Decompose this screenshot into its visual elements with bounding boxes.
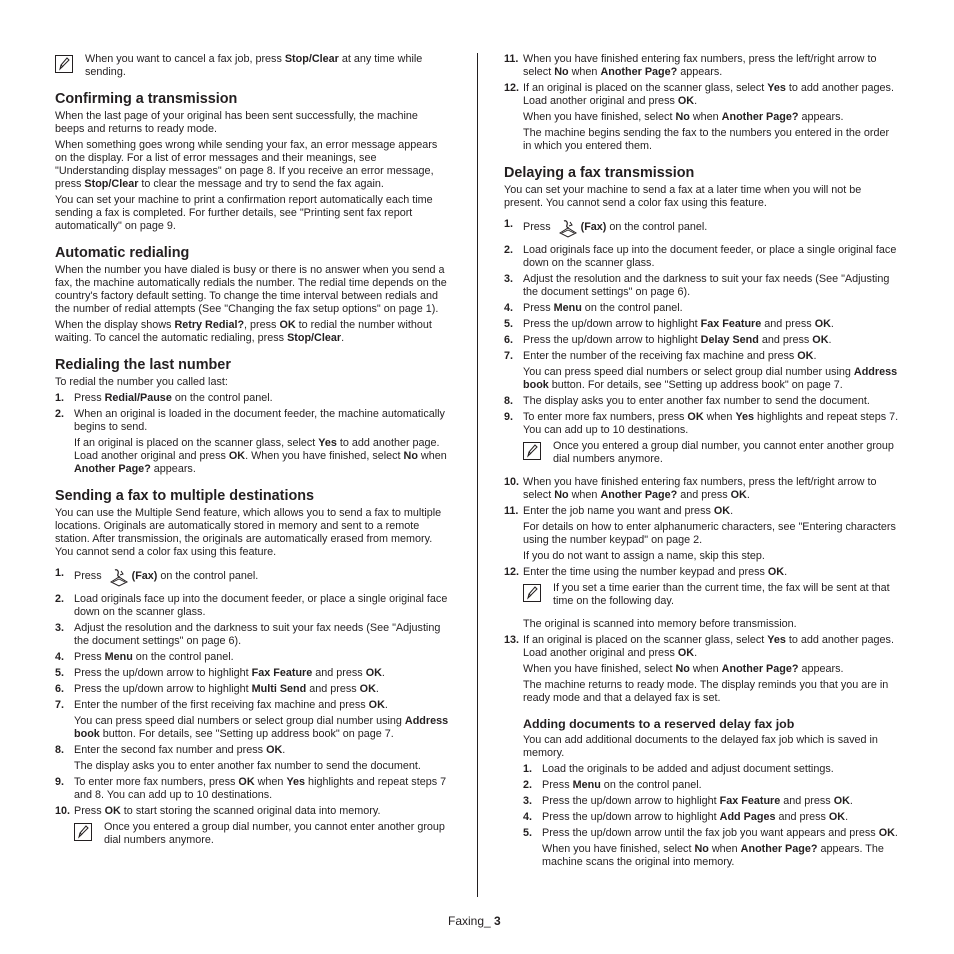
step-subtext: The machine returns to ready mode. The display reminds you that you are in ready mode and that a delayed fax is set. <box>523 679 889 704</box>
delay-step-1-bold: (Fax) <box>580 221 607 233</box>
step-item <box>504 566 899 579</box>
step-1-bold: (Fax) <box>131 570 158 582</box>
note-multi-send <box>74 821 450 847</box>
fax-icon <box>108 567 130 587</box>
step-subtext: When you have finished, select No when Another Page? appears. The machine scans the original into memory. <box>542 843 884 868</box>
step-item <box>504 476 899 502</box>
paragraph: When the display shows Retry Redial?, press OK to redial the number without waiting. To cancel the automatic redialing, press Stop/Clear. <box>55 319 432 344</box>
step-text: Press the up/down arrow to highlight Add Pages and press OK. <box>542 811 849 823</box>
step-number: 10. <box>504 476 520 488</box>
step-number: 5. <box>55 667 65 679</box>
step-number: 4. <box>504 302 514 314</box>
cancel-note-text: When you want to cancel a fax job, press Stop/Clear at any time while sending. <box>85 53 423 78</box>
step-text: Press the up/down arrow to highlight Fax Feature and press OK. <box>542 795 853 807</box>
step-text: Adjust the resolution and the darkness to suit your fax needs (See "Adjusting the document settings" on page 6). <box>523 273 890 298</box>
step-number: 6. <box>504 334 514 346</box>
delay-steps-b <box>504 476 899 579</box>
step-number: 12. <box>504 82 520 94</box>
delay-step-1-suffix: on the control panel. <box>606 221 708 233</box>
step-text: Press Menu on the control panel. <box>523 302 683 314</box>
step-text: The display asks you to enter another fax number to send the document. <box>523 395 870 407</box>
delay-note-a-text: Once you entered a group dial number, you cannot enter another group dial numbers anymore. <box>553 440 894 465</box>
step-subtext: The display asks you to enter another fax number to send the document. <box>74 760 421 772</box>
step-item <box>55 699 450 741</box>
note-icon <box>523 584 541 602</box>
step-item <box>55 593 450 619</box>
paragraph: You can set your machine to print a confirmation report automatically each time sending a fax is completed. For further details, see "Printing sent fax report automatically" on page 9. <box>55 194 433 232</box>
delay-intro: You can set your machine to send a fax at a later time when you will not be present. You cannot send a color fax using this feature. <box>504 184 862 209</box>
delay-note-b-text: If you set a time earier than the current time, the fax will be sent at that time on the following day. <box>553 582 890 607</box>
step-number: 2. <box>504 244 514 256</box>
step-item <box>55 408 450 476</box>
step-text: When you have finished entering fax numbers, press the left/right arrow to select No when Another Page? and press OK. <box>523 476 877 501</box>
step-item <box>504 244 899 270</box>
auto-redial-body <box>55 264 450 345</box>
step-item <box>55 683 450 696</box>
step-item <box>504 411 899 437</box>
delay-step-1-fax: 1. Press (Fax) on the control panel. <box>504 218 899 238</box>
step-item <box>523 795 899 808</box>
step-number: 11. <box>504 505 519 517</box>
step-item <box>55 744 450 773</box>
step-text: Press the up/down arrow until the fax job you want appears and press OK. <box>542 827 898 839</box>
step-text: Press the up/down arrow to highlight Delay Send and press OK. <box>523 334 832 346</box>
step-number: 9. <box>55 776 65 788</box>
adding-section <box>523 717 899 869</box>
delay-after-note: The original is scanned into memory before transmission. <box>523 618 797 630</box>
note-icon <box>55 55 73 73</box>
step-item <box>504 53 899 79</box>
delay-steps-c <box>504 634 899 705</box>
step-text: When you have finished entering fax numbers, press the left/right arrow to select No when Another Page? appears. <box>523 53 877 78</box>
step-1-fax: 1. Press (Fax) on the control panel. <box>55 567 450 587</box>
step-item <box>55 667 450 680</box>
step-number: 13. <box>504 634 520 646</box>
heading-adding: Adding documents to a reserved delay fax job <box>523 717 795 731</box>
step-number: 4. <box>55 651 65 663</box>
step-text: Enter the number of the receiving fax machine and press OK. <box>523 350 817 362</box>
step-text: If an original is placed on the scanner glass, select Yes to add another pages. Load another original and press OK. <box>523 82 894 107</box>
step-item <box>523 827 899 869</box>
step-text: Load originals face up into the document feeder, or place a single original face down on the scanner glass. <box>74 593 448 618</box>
step-item <box>504 82 899 153</box>
step-item <box>55 805 450 818</box>
step-number: 2. <box>55 408 65 420</box>
step-number: 12. <box>504 566 520 578</box>
step-subtext: You can press speed dial numbers or select group dial number using Address book button. For details, see "Setting up address book" on page 7. <box>523 366 898 391</box>
step-text: Load originals face up into the document feeder, or place a single original face down on the scanner glass. <box>523 244 897 269</box>
step-item <box>504 505 899 563</box>
step-item <box>55 651 450 664</box>
delay-steps-a <box>504 244 899 437</box>
adding-intro: You can add additional documents to the delayed fax job which is saved in memory. <box>523 734 878 759</box>
step-number: 7. <box>55 699 65 711</box>
paragraph: When the last page of your original has been sent successfully, the machine beeps and returns to ready mode. <box>55 110 418 135</box>
heading-confirming: Confirming a transmission <box>55 91 238 107</box>
step-number: 2. <box>523 779 533 791</box>
step-text: Adjust the resolution and the darkness to suit your fax needs (See "Adjusting the document settings" on page 6). <box>74 622 441 647</box>
step-text: Press the up/down arrow to highlight Fax Feature and press OK. <box>74 667 385 679</box>
confirming-body <box>55 110 450 233</box>
step-number: 7. <box>504 350 514 362</box>
step-number: 4. <box>523 811 533 823</box>
step-text: When an original is loaded in the document feeder, the machine automatically begins to send. <box>74 408 445 433</box>
step-item <box>504 334 899 347</box>
note-icon <box>74 823 92 841</box>
step-number: 1. <box>55 392 65 404</box>
heading-multi-send: Sending a fax to multiple destinations <box>55 488 315 504</box>
step-item <box>504 634 899 705</box>
step-text: If an original is placed on the scanner glass, select Yes to add another pages. Load another original and press OK. <box>523 634 894 659</box>
step-number: 3. <box>55 622 65 634</box>
step-text: Enter the job name you want and press OK. <box>523 505 734 517</box>
delay-steps-1 <box>504 218 899 238</box>
note-delay-time <box>523 582 899 608</box>
multi-send-note-text: Once you entered a group dial number, you cannot enter another group dial numbers anymore. <box>104 821 445 846</box>
step-text: To enter more fax numbers, press OK when Yes highlights and repeat steps 7. You can add up to 10 destinations. <box>523 411 899 436</box>
footer-page-number: 3 <box>494 914 501 928</box>
step-item <box>55 776 450 802</box>
step-text: Press Redial/Pause on the control panel. <box>74 392 273 404</box>
step-number: 5. <box>523 827 533 839</box>
step-text: To enter more fax numbers, press OK when Yes highlights and repeat steps 7 and 8. You can add up to 10 destinations. <box>74 776 447 801</box>
step-item <box>504 302 899 315</box>
multi-send-steps <box>55 567 450 587</box>
right-column <box>504 53 899 872</box>
step-number: 1. <box>523 763 533 775</box>
heading-auto-redial: Automatic redialing <box>55 245 190 261</box>
note-icon <box>523 442 541 460</box>
step-subtext: If an original is placed on the scanner glass, select Yes to add another page. Load another original and press OK. When you have finished, select No when Another Page? appears. <box>74 437 447 475</box>
step-text: Enter the number of the first receiving fax machine and press OK. <box>74 699 388 711</box>
step-number: 8. <box>504 395 514 407</box>
step-subtext: The machine begins sending the fax to the numbers you entered in the order in which you entered them. <box>523 127 890 152</box>
step-item <box>504 273 899 299</box>
step-number: 2. <box>55 593 65 605</box>
step-item <box>523 779 899 792</box>
step-item <box>504 395 899 408</box>
step-item <box>523 763 899 776</box>
step-item <box>55 392 450 405</box>
heading-redial-last: Redialing the last number <box>55 357 231 373</box>
fax-icon <box>557 218 579 238</box>
step-1-prefix: Press <box>74 570 102 582</box>
note-delay-group <box>523 440 899 466</box>
step-text: Press Menu on the control panel. <box>74 651 234 663</box>
left-column <box>55 53 450 850</box>
multi-send-intro: You can use the Multiple Send feature, which allows you to send a fax to multiple locations. Originals are automatically stored in memory and sent to a remote station. After transmission, the originals are automatically erased from memory. You cannot send a color fax using this feature. <box>55 507 442 558</box>
step-number: 11. <box>504 53 519 65</box>
step-text: Press OK to start storing the scanned original data into memory. <box>74 805 381 817</box>
redial-last-steps <box>55 392 450 476</box>
step-subtext: If you do not want to assign a name, skip this step. <box>523 550 765 562</box>
step-item <box>55 622 450 648</box>
step-subtext: You can press speed dial numbers or select group dial number using Address book button. For details, see "Setting up address book" on page 7. <box>74 715 449 740</box>
paragraph: When something goes wrong while sending your fax, an error message appears on the display. For a list of error messages and their meanings, see "Understanding display messages" on page 8. If you receive an error message, press Stop/Clear to clear the message and try to send the fax again. <box>55 139 438 190</box>
step-item <box>523 811 899 824</box>
note-cancel <box>55 53 450 79</box>
delay-step-1-prefix: Press <box>523 221 551 233</box>
step-text: Press Menu on the control panel. <box>542 779 702 791</box>
step-text: Enter the second fax number and press OK. <box>74 744 286 756</box>
step-item <box>504 350 899 392</box>
paragraph: When the number you have dialed is busy or there is no answer when you send a fax, the machine automatically redials the number. The redial time depends on the country's factory default setting. To change the time interval between redials and the number of redial attempts (See "Changing the fax setup options" on page 1). <box>55 264 447 315</box>
footer-section: Faxing_ <box>448 914 491 928</box>
step-subtext: When you have finished, select No when Another Page? appears. <box>523 663 844 675</box>
heading-delay: Delaying a fax transmission <box>504 165 695 181</box>
redial-last-intro: To redial the number you called last: <box>55 376 228 388</box>
column-divider <box>477 53 478 897</box>
step-subtext: When you have finished, select No when Another Page? appears. <box>523 111 844 123</box>
step-number: 3. <box>523 795 533 807</box>
step-number: 8. <box>55 744 65 756</box>
step-number: 10. <box>55 805 71 817</box>
step-subtext: For details on how to enter alphanumeric characters, see "Entering characters using the number keypad" on page 2. <box>523 521 896 546</box>
step-number: 9. <box>504 411 514 423</box>
step-item <box>504 318 899 331</box>
step-text: Load the originals to be added and adjust document settings. <box>542 763 834 775</box>
adding-steps <box>523 763 899 869</box>
step-text: Press the up/down arrow to highlight Fax Feature and press OK. <box>523 318 834 330</box>
multi-send-steps-rest <box>55 593 450 818</box>
multi-send-steps-cont <box>504 53 899 153</box>
step-number: 6. <box>55 683 65 695</box>
step-text: Enter the time using the number keypad and press OK. <box>523 566 788 578</box>
page-footer <box>448 914 501 928</box>
step-number: 5. <box>504 318 514 330</box>
step-1-suffix: on the control panel. <box>157 570 259 582</box>
step-text: Press the up/down arrow to highlight Multi Send and press OK. <box>74 683 379 695</box>
step-number: 3. <box>504 273 514 285</box>
